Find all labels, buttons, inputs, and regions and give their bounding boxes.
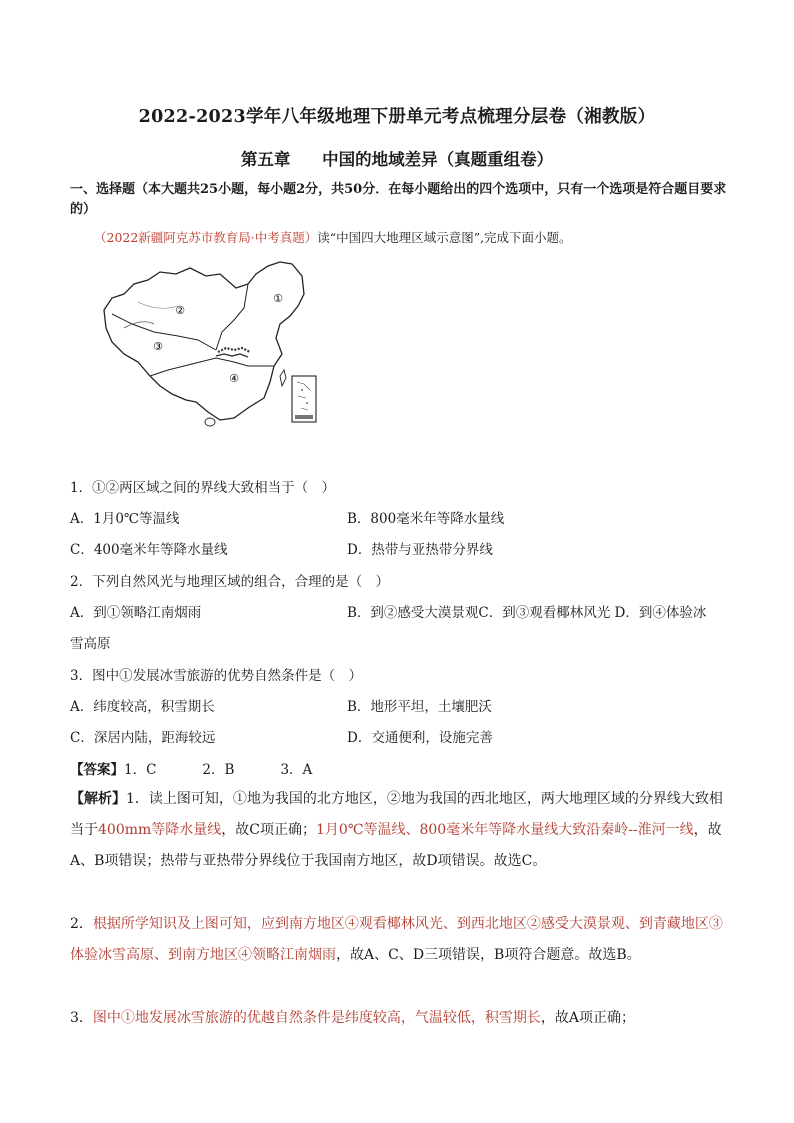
question-1-option-d: D．热带与亚热带分界线: [347, 542, 493, 558]
answer-line: [70, 758, 312, 778]
analysis-1-text-c: ，故A、B项错误；热带与亚热带分界线位于我国南方地区，故D项错误。故选C。: [70, 822, 722, 869]
question-3-option-c: C．深居内陆，距海较远: [70, 730, 216, 746]
region-label-2: ②: [175, 304, 185, 317]
analysis-2-number: 2．: [70, 916, 93, 932]
analysis-1-highlight-a: 400mm等降水量线: [98, 822, 222, 838]
analysis-2-text: ，故A、C、D三项错误，B项符合题意。故选B。: [336, 947, 641, 963]
source-instruction: 读“中国四大地理区域示意图”,完成下面小题。: [317, 230, 572, 245]
region-label-1: ①: [273, 292, 283, 305]
chapter-number: 第五章: [240, 150, 291, 169]
analysis-3-number: 3．: [70, 1010, 93, 1026]
analysis-2-highlight: 根据所学知识及上图可知，应到南方地区④观看椰林风光、到西北地区②感受大漠景观、到青藏地区③体验冰雪高原、到南方地区④领略江南烟雨: [70, 916, 723, 963]
question-1-option-b: B．800毫米年等降水量线: [347, 511, 505, 527]
china-outline: [104, 262, 304, 420]
analysis-1-highlight-b: 1月0℃等温线、800毫米年等降水量线大致沿秦岭--淮河一线: [316, 822, 694, 838]
region-label-3: ③: [153, 340, 163, 353]
analysis-1-text-a: 1．读上图可知，①地为我国的北方地区，②地为我国的西北地区，两大地理区域的分界线大致相当于: [70, 791, 723, 838]
question-source: [94, 228, 572, 246]
section-heading: 一、选择题（本大题共25小题，每小题2分，共50分．在每小题给出的四个选项中，只有一个选项是符合题目要求的）: [70, 182, 727, 217]
question-3-option-b: B．地形平坦，土壤肥沃: [347, 699, 492, 715]
region-label-4: ④: [229, 372, 239, 385]
answer-3: 3．A: [280, 762, 313, 778]
question-2-option-d-cont: 雪高原: [70, 636, 111, 652]
answer-label: 【答案】: [70, 762, 124, 778]
question-2-option-a: A．到①领略江南烟雨: [70, 605, 202, 621]
question-3-option-a: A．纬度较高，积雪期长: [70, 699, 215, 715]
analysis-label: 【解析】: [70, 791, 126, 807]
chapter-name: 中国的地域差异（真题重组卷）: [322, 150, 554, 169]
question-3-stem: 3．图中①发展冰雪旅游的优势自然条件是（ ）: [70, 668, 363, 684]
chapter-title: [0, 146, 794, 170]
answer-1: 1．C: [124, 762, 157, 778]
analysis-1-text-b: ，故C项正确；: [221, 822, 316, 838]
taiwan-island: [280, 370, 286, 386]
analysis-paragraph-3: [70, 1003, 725, 1034]
analysis-paragraph-1: [70, 784, 725, 877]
analysis-3-highlight: 图中①地发展冰雪旅游的优越自然条件是纬度较高，气温较低，积雪期长: [92, 1010, 541, 1026]
question-1-option-c: C．400毫米年等降水量线: [70, 542, 228, 558]
analysis-3-text: ，故A项正确；: [540, 1010, 636, 1026]
question-1-stem: 1．①②两区域之间的界线大致相当于（ ）: [70, 480, 336, 496]
question-1-option-a: A．1月0℃等温线: [70, 511, 180, 527]
document-title: 2022-2023学年八年级地理下册单元考点梳理分层卷（湘教版）: [138, 107, 656, 127]
hainan-island: [205, 418, 215, 426]
source-tag: （2022新疆阿克苏市教育局·中考真题）: [94, 230, 318, 245]
question-3-option-d: D．交通便利，设施完善: [347, 730, 493, 746]
analysis-paragraph-2: [70, 909, 725, 971]
question-2-stem: 2．下列自然风光与地理区域的组合，合理的是（ ）: [70, 574, 390, 590]
question-2-options-bcd: B．到②感受大漠景观C．到③观看椰林风光 D．到④体验冰: [347, 605, 707, 621]
china-regions-map: [98, 258, 330, 430]
answer-2: 2．B: [202, 762, 235, 778]
